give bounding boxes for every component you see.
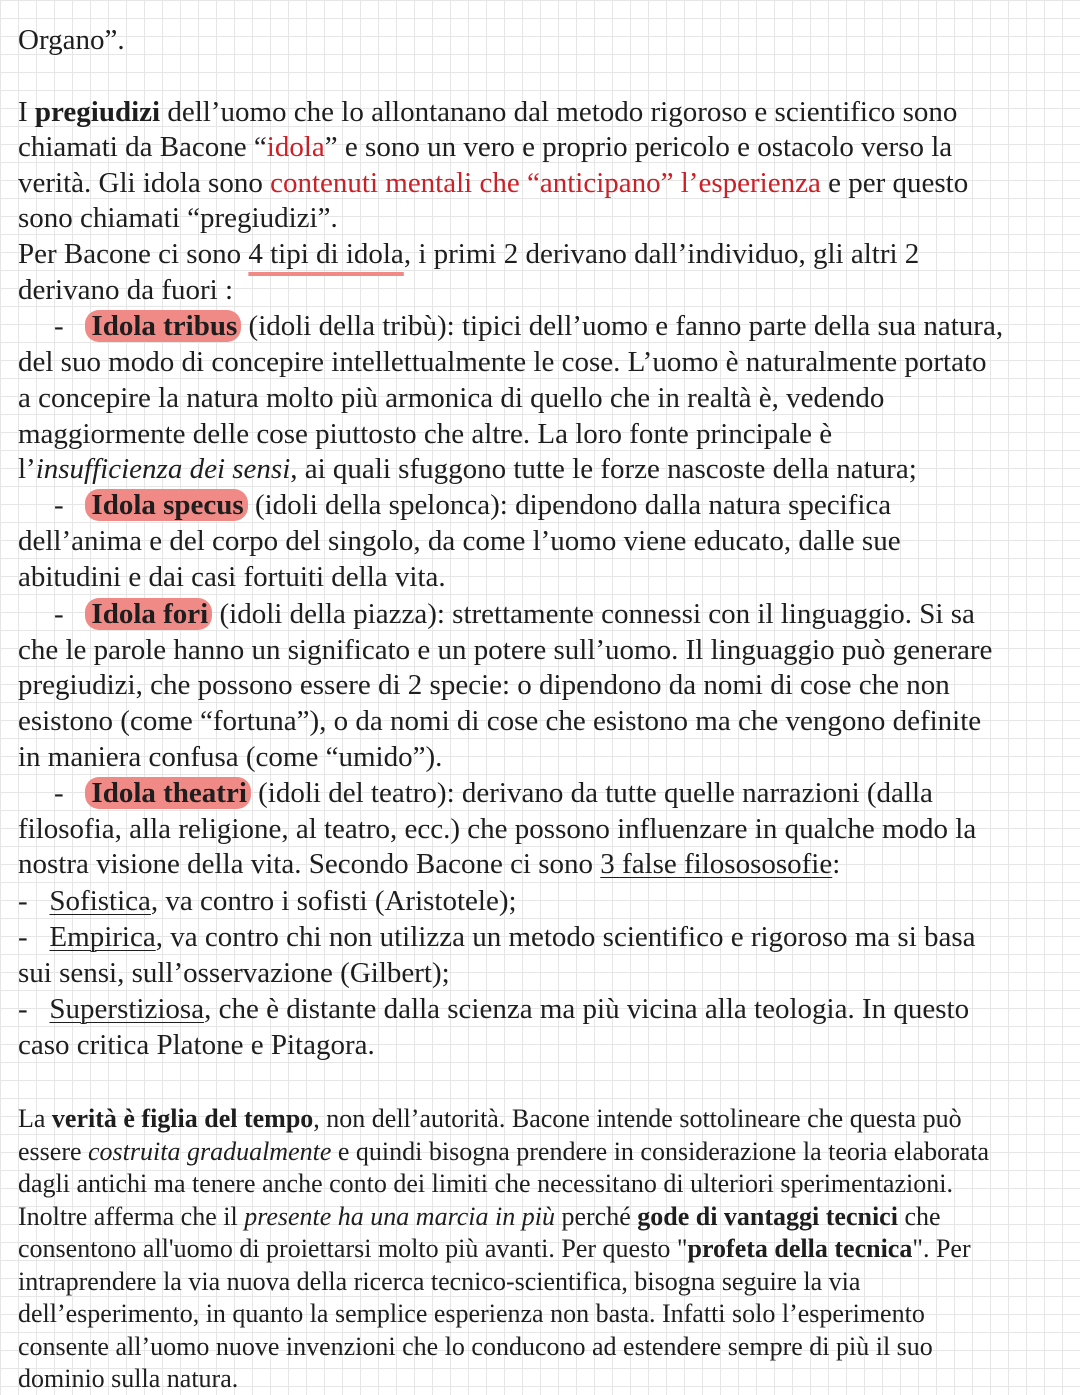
line-organo: Organo”. xyxy=(18,24,125,56)
idola-tribus-line-5: l’insufficienza dei sensi, ai quali sfuggono tutte le forze nascoste della natura; xyxy=(18,453,917,485)
p1-line-5: Per Bacone ci sono 4 tipi di idola, i primi 2 derivano dall’individuo, gli altri 2 xyxy=(18,238,920,270)
idola-theatri-highlight: Idola theatri xyxy=(85,777,250,809)
p1-line-4: sono chiamati “pregiudizi”. xyxy=(18,202,338,234)
p3-line-7: dell’esperimento, in quanto la semplice esperienza non basta. Infatti solo l’esperimento xyxy=(18,1299,925,1328)
idola-fori-line-2: che le parole hanno un significato e un potere sull’uomo. Il linguaggio può generare xyxy=(18,634,993,666)
idola-tribus-line-2: del suo modo di concepire intellettualmente le cose. L’uomo è naturalmente portato xyxy=(18,346,987,378)
idola-theatri-line-1: - Idola theatri (idoli del teatro): derivano da tutte quelle narrazioni (dalla xyxy=(54,777,933,809)
idola-tribus-line-3: a concepire la natura molto più armonica di quello che in realtà è, vedendo xyxy=(18,382,885,414)
sofistica-line: - Sofistica, va contro i sofisti (Aristotele); xyxy=(18,885,517,917)
idola-fori-line-1: - Idola fori (idoli della piazza): strettamente connessi con il linguaggio. Si sa xyxy=(54,598,975,630)
p3-line-9: dominio sulla natura. xyxy=(18,1364,239,1393)
idola-theatri-line-3: nostra visione della vita. Secondo Bacone ci sono 3 false filosososofie: xyxy=(18,848,841,880)
p3-line-2: essere costruita gradualmente e quindi bisogna prendere in considerazione la teoria elaborata xyxy=(18,1137,990,1166)
p1-line-6: derivano da fuori : xyxy=(18,274,234,306)
idola-specus-highlight: Idola specus xyxy=(85,489,247,521)
p1-line-2: chiamati da Bacone “idola” e sono un vero e proprio pericolo e ostacolo verso la xyxy=(18,131,953,163)
p3-line-8: consente all’uomo nuove invenzioni che lo conducono ad estendere sempre di più il suo xyxy=(18,1332,933,1361)
idola-specus-line-1: - Idola specus (idoli della spelonca): dipendono dalla natura specifica xyxy=(54,489,892,521)
empirica-line-1: - Empirica, va contro chi non utilizza un metodo scientifico e rigoroso ma si basa xyxy=(18,921,976,953)
p1-line-3: verità. Gli idola sono contenuti mentali che “anticipano” l’esperienza e per questo xyxy=(18,167,969,199)
superstiziosa-line-1: - Superstiziosa, che è distante dalla scienza ma più vicina alla teologia. In questo xyxy=(18,993,970,1025)
p3-line-6: intraprendere la via nuova della ricerca tecnico-scientifica, bisogna seguire la via xyxy=(18,1267,861,1296)
p3-line-3: dagli antichi ma tenere anche conto dei limiti che necessitano di ulteriori sperimentazioni. xyxy=(18,1169,953,1198)
superstiziosa-line-2: caso critica Platone e Pitagora. xyxy=(18,1029,375,1061)
idola-tribus-line-4: maggiormente delle cose piuttosto che altre. La loro fonte principale è xyxy=(18,418,833,450)
p3-line-4: Inoltre afferma che il presente ha una marcia in più perché gode di vantaggi tecnici che xyxy=(18,1202,941,1231)
p3-line-5: consentono all'uomo di proiettarsi molto più avanti. Per questo "profeta della tecnica". Per xyxy=(18,1234,971,1263)
idola-fori-highlight: Idola fori xyxy=(85,598,212,630)
idola-theatri-line-2: filosofia, alla religione, al teatro, ecc.) che possono influenzare in qualche modo la xyxy=(18,813,977,845)
idola-fori-line-3: pregiudizi, che possono essere di 2 specie: o dipendono da nomi di cose che non xyxy=(18,669,950,701)
idola-specus-line-3: abitudini e dai casi fortuiti della vita. xyxy=(18,561,446,593)
idola-specus-line-2: dell’anima e del corpo del singolo, da come l’uomo viene educato, dalle sue xyxy=(18,525,901,557)
idola-tribus-line-1: - Idola tribus (idoli della tribù): tipici dell’uomo e fanno parte della sua natura, xyxy=(54,310,1004,342)
idola-fori-line-5: in maniera confusa (come “umido”). xyxy=(18,741,443,773)
idola-fori-line-4: esistono (come “fortuna”), o da nomi di cose che esistono ma che vengono definite xyxy=(18,705,982,737)
idola-tribus-highlight: Idola tribus xyxy=(85,310,241,342)
p3-line-1: La verità è figlia del tempo, non dell’autorità. Bacone intende sottolineare che questa può xyxy=(18,1104,962,1133)
p1-line-1: I pregiudizi dell’uomo che lo allontanano dal metodo rigoroso e scientifico sono xyxy=(18,96,958,128)
empirica-line-2: sui sensi, sull’osservazione (Gilbert); xyxy=(18,957,450,989)
